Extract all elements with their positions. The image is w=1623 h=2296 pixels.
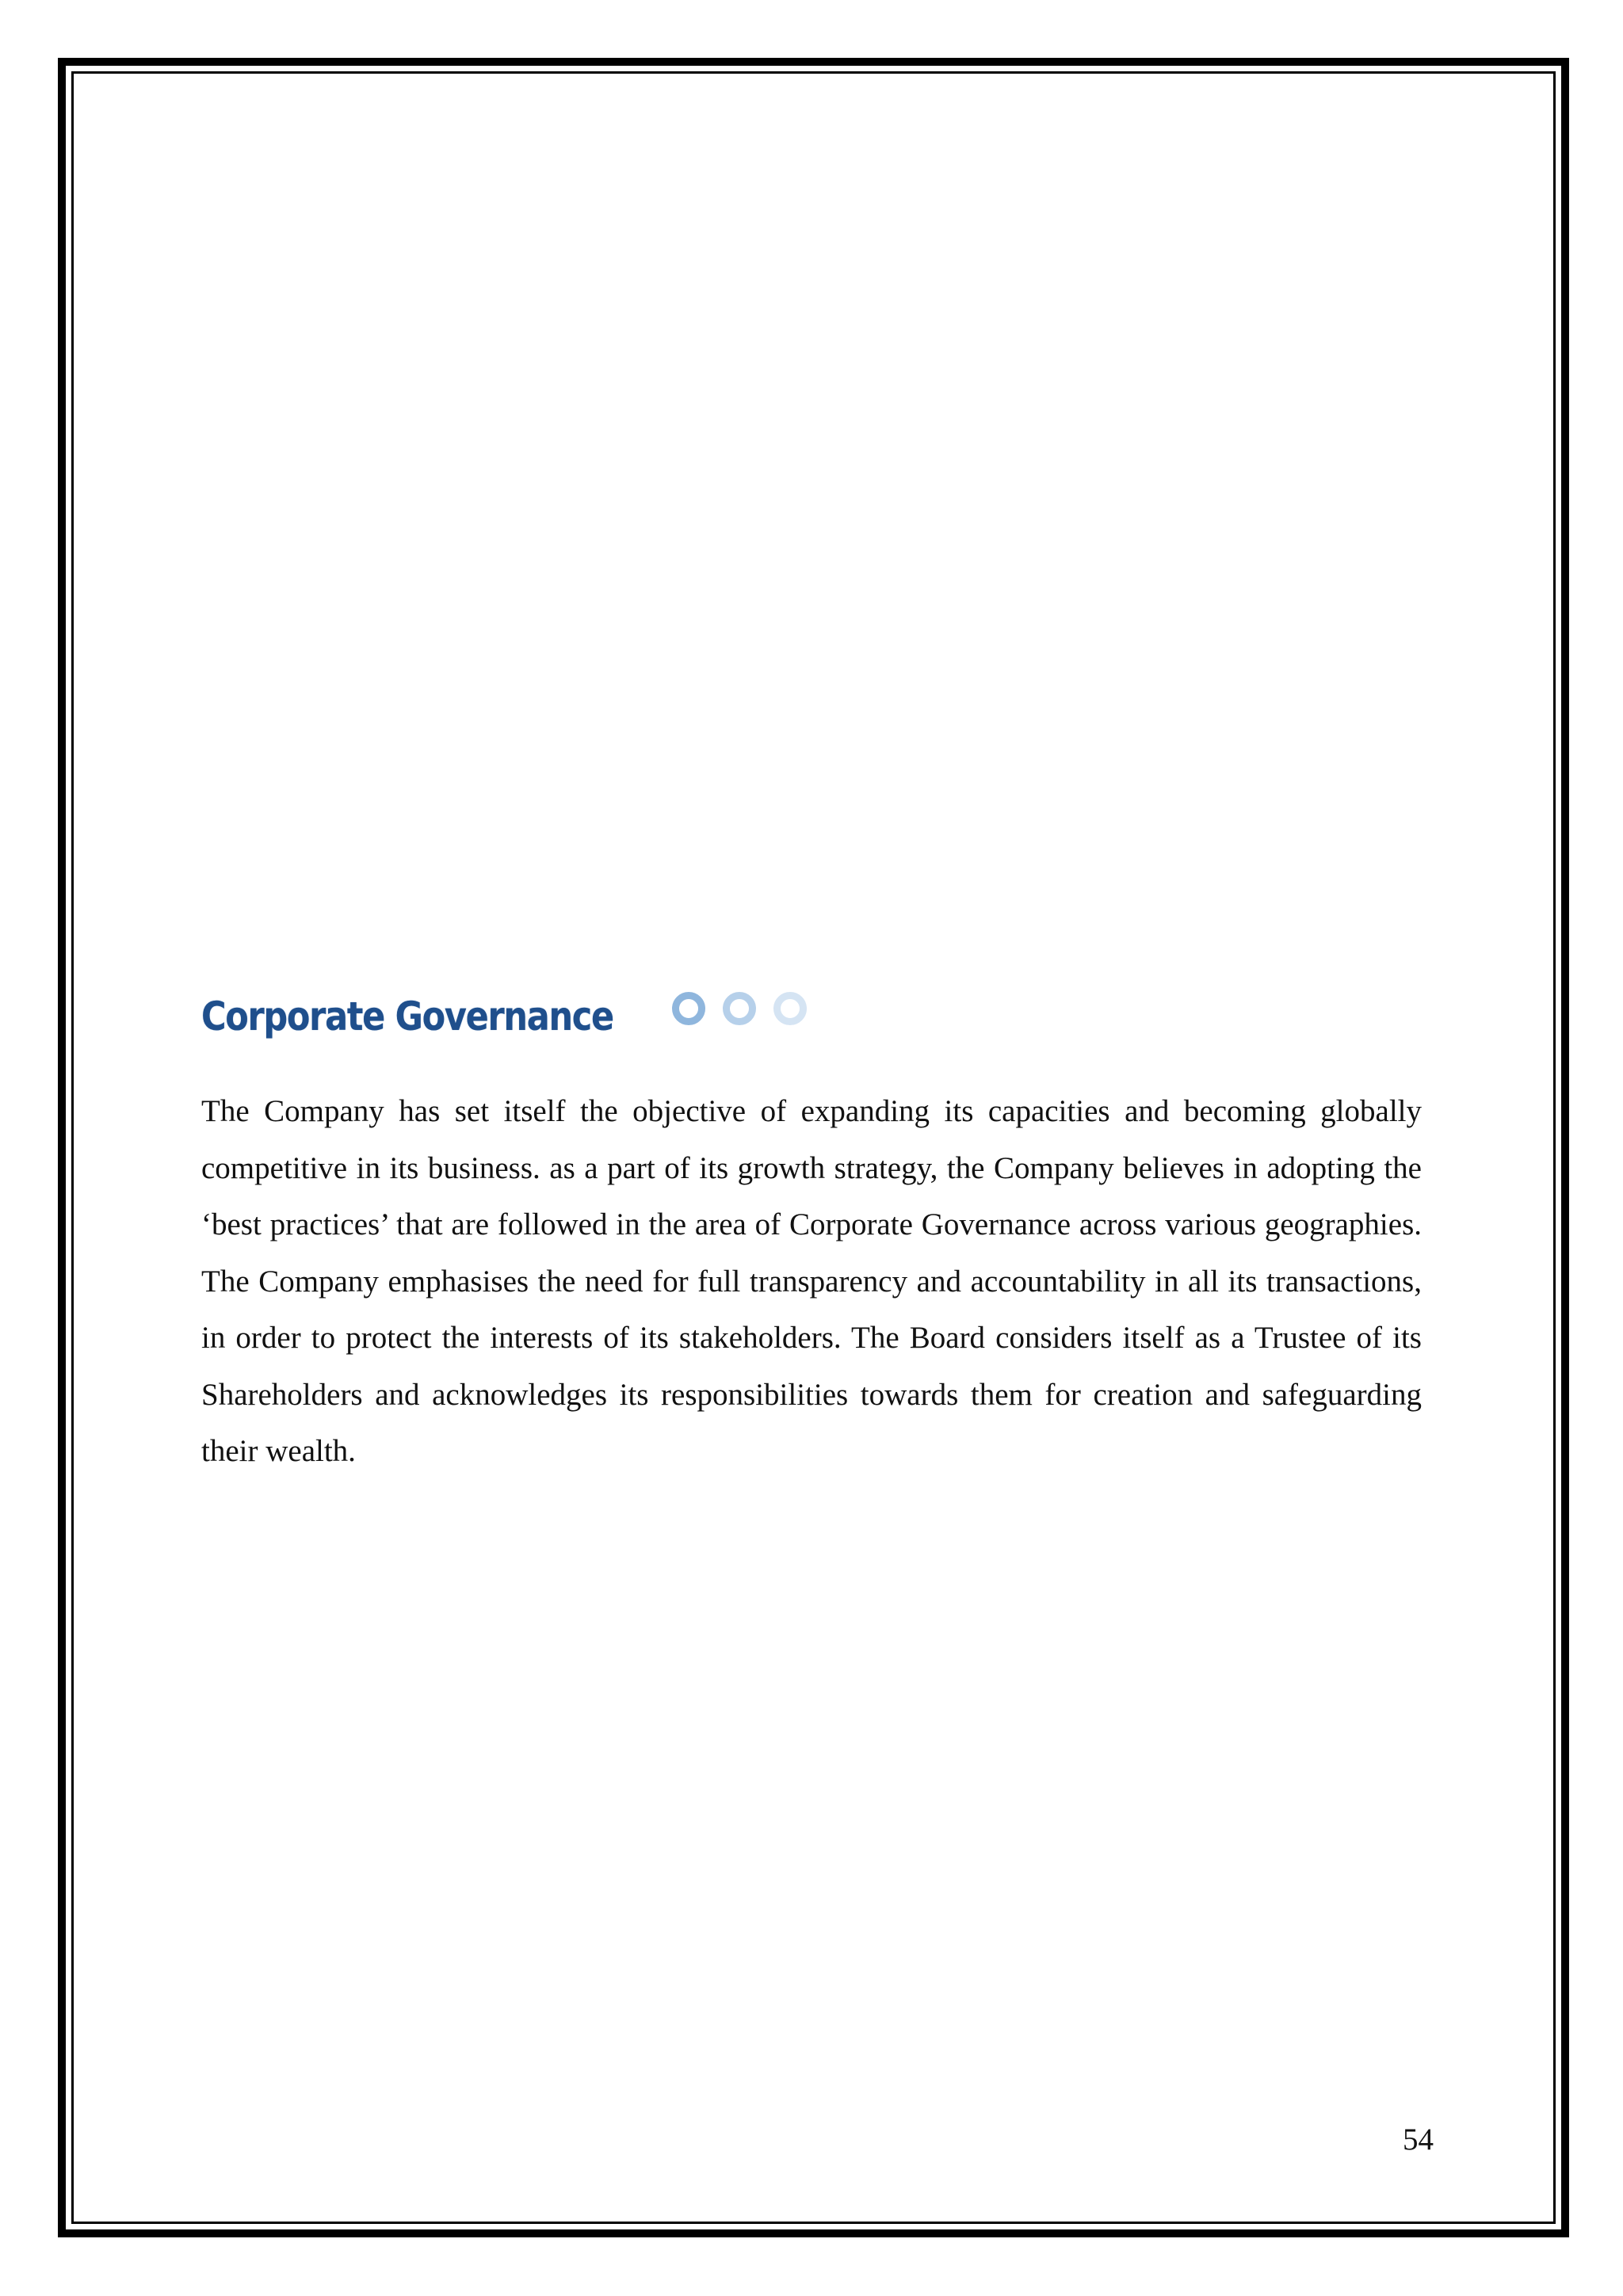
circle-icon (672, 992, 705, 1025)
circle-icon (773, 992, 807, 1025)
section-title: Corporate Governance (201, 994, 613, 1039)
body-paragraph: The Company has set itself the objective of expanding its capacities and becoming globally competitive in its business. as a part of its growth strategy, the Company believes in adopting the ‘best practices’ that are followed in the area of Corporate Governance across various geographies. The Company emphasises the need for full transparency and accountability in all its transactions, in order to protect the interests of its stakeholders. The Board considers itself as a Trustee of its Shareholders and acknowledges its responsibilities towards them for creation and safeguarding their wealth. (201, 1094, 1422, 1468)
decorative-circles (672, 992, 824, 1025)
circle-icon (723, 992, 756, 1025)
section-heading (201, 981, 681, 1052)
page-number: 54 (1403, 2122, 1434, 2157)
